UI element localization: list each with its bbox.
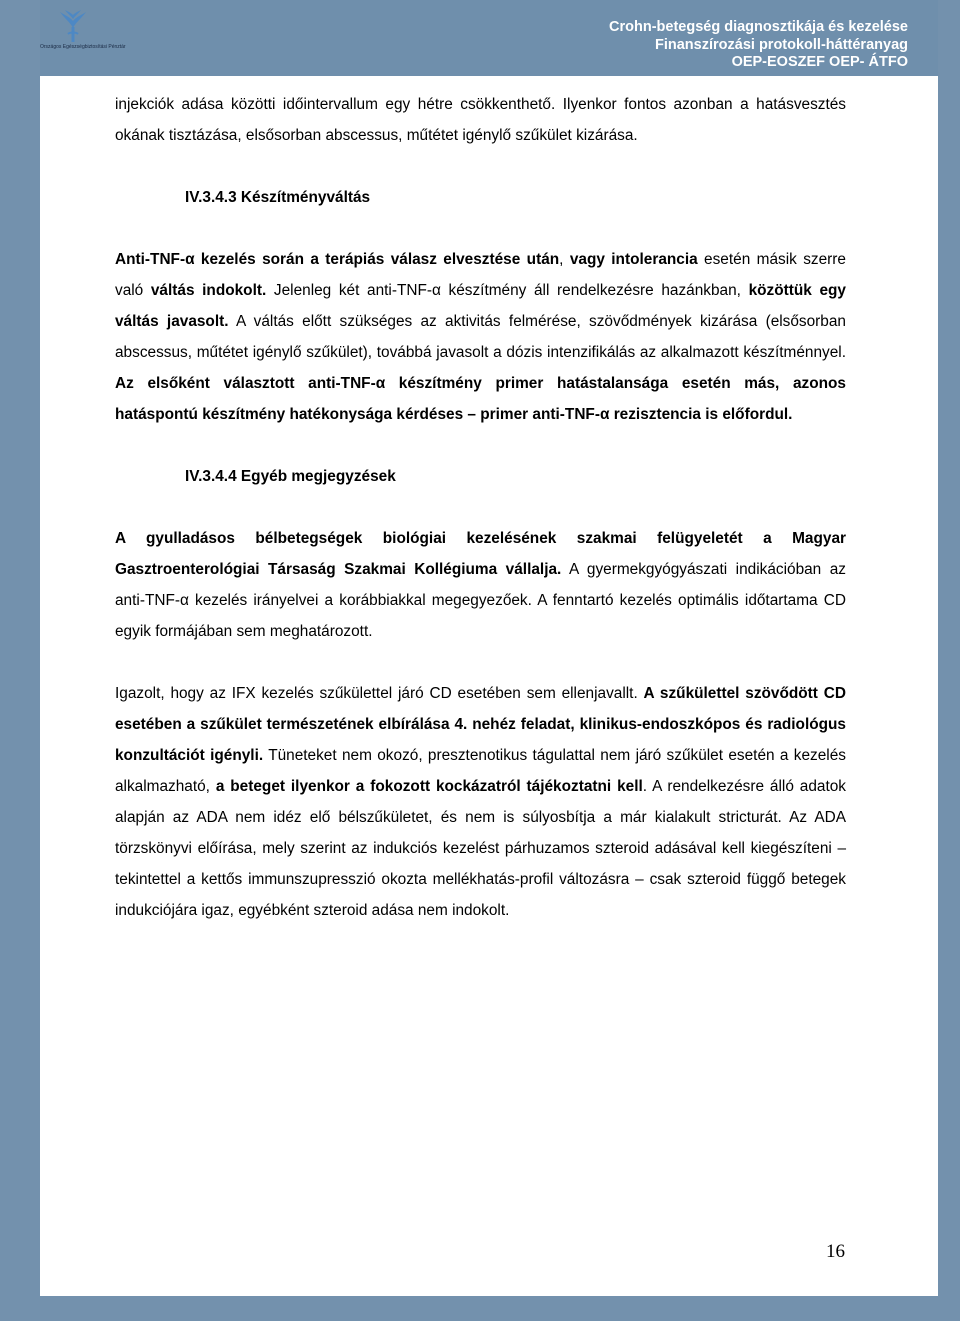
bold-text-run: közöttük egy váltás javasolt.	[115, 282, 846, 330]
page-header	[40, 0, 938, 76]
text-run: Jelenleg két anti-TNF-α készítmény áll rendelkezésre hazánkban,	[266, 282, 749, 299]
text-run: ,	[559, 251, 570, 268]
text-run: A gyermekgyógyászati indikációban az anti-TNF-α kezelés irányelvei a korábbiakkal megegyezőek. A fenntartó kezelés optimális időtartama CD egyik formájában sem meghatározott.	[115, 561, 847, 640]
bold-text-run: Az elsőként választott anti-TNF-α készítmény primer hatástalansága esetén más, azonos hatáspontú készítmény hatékonysága kérdéses – primer anti-TNF-α rezisztencia is előfordul.	[115, 375, 846, 423]
section-heading-4-3-4-4: IV.3.4.4 Egyéb megjegyzések	[185, 468, 396, 485]
document-page	[40, 0, 938, 1296]
text-run: esetén másik szerre való	[115, 251, 846, 299]
text-run: Tüneteket nem okozó, presztenotikus tágulattal nem járó szűkület esetén a kezelés alkalmazható,	[115, 747, 846, 795]
bold-text-run: vagy intolerancia	[569, 251, 698, 268]
oep-logo	[40, 8, 126, 68]
paragraph-4	[115, 678, 846, 926]
page-number: 16	[826, 1241, 845, 1262]
text-run: Igazolt, hogy az IFX kezelés szűkülettel járó CD esetében sem ellenjavallt.	[115, 685, 644, 702]
header-line-3: OEP-EOSZEF OEP- ÁTFO	[731, 54, 908, 70]
logo-org-name: Országos Egészségbiztosítási Pénztár	[40, 44, 126, 50]
oep-logo-icon	[56, 8, 90, 44]
bold-text-run: a beteget ilyenkor a fokozott kockázatról tájékoztatni kell	[215, 778, 643, 795]
text-run: A váltás előtt szükséges az aktivitás felmérése, szövődmények kizárása (elsősorban abscessus, műtétet igénylő szűkület), továbbá javasolt a dózis intenzifikálás az alkalmazott készítménnyel.	[115, 313, 846, 361]
paragraph-1: injekciók adása közötti időintervallum egy hétre csökkenthető. Ilyenkor fontos azonban a hatásvesztés okának tisztázása, elsősorban abscessus, műtétet igénylő szűkület kizárása.	[115, 96, 846, 144]
bold-text-run: A szűkülettel szövődött CD esetében a szűkület természetének elbírálása 4. nehéz feladat, klinikus-endoszkópos és radiológus konzultációt igényli.	[115, 685, 846, 764]
header-title-block	[609, 19, 908, 72]
bold-text-run: A gyulladásos bélbetegségek biológiai kezelésének szakmai felügyeletét a Magyar Gasztroenterológiai Társaság Szakmai Kollégiuma vállalja.	[115, 530, 846, 578]
paragraph-3	[115, 523, 846, 647]
header-line-2: Finanszírozási protokoll-háttéranyag	[655, 36, 908, 53]
paragraph-2	[115, 244, 846, 430]
text-run: . A rendelkezésre álló adatok alapján az ADA nem idéz elő bélszűkületet, és nem is súlyosbítja a már kialakult stricturát. Az ADA törzskönyvi előírása, mely szerint az indukciós kezelést párhuzamos szteroid adásával kell kiegészíteni – tekintettel a kettős immunszupresszió okozta mellékhatás-profil változásra – csak szteroid függő betegek indukciójára igaz, egyébként szteroid adása nem indokolt.	[115, 778, 846, 919]
bold-text-run: Anti-TNF-α kezelés során a terápiás válasz elvesztése után	[115, 251, 560, 268]
bold-text-run: váltás indokolt.	[150, 282, 267, 299]
section-heading-4-3-4-3: IV.3.4.3 Készítményváltás	[185, 189, 371, 206]
header-line-1: Crohn-betegség diagnosztikája és kezelése	[609, 19, 908, 35]
document-body	[115, 89, 846, 926]
